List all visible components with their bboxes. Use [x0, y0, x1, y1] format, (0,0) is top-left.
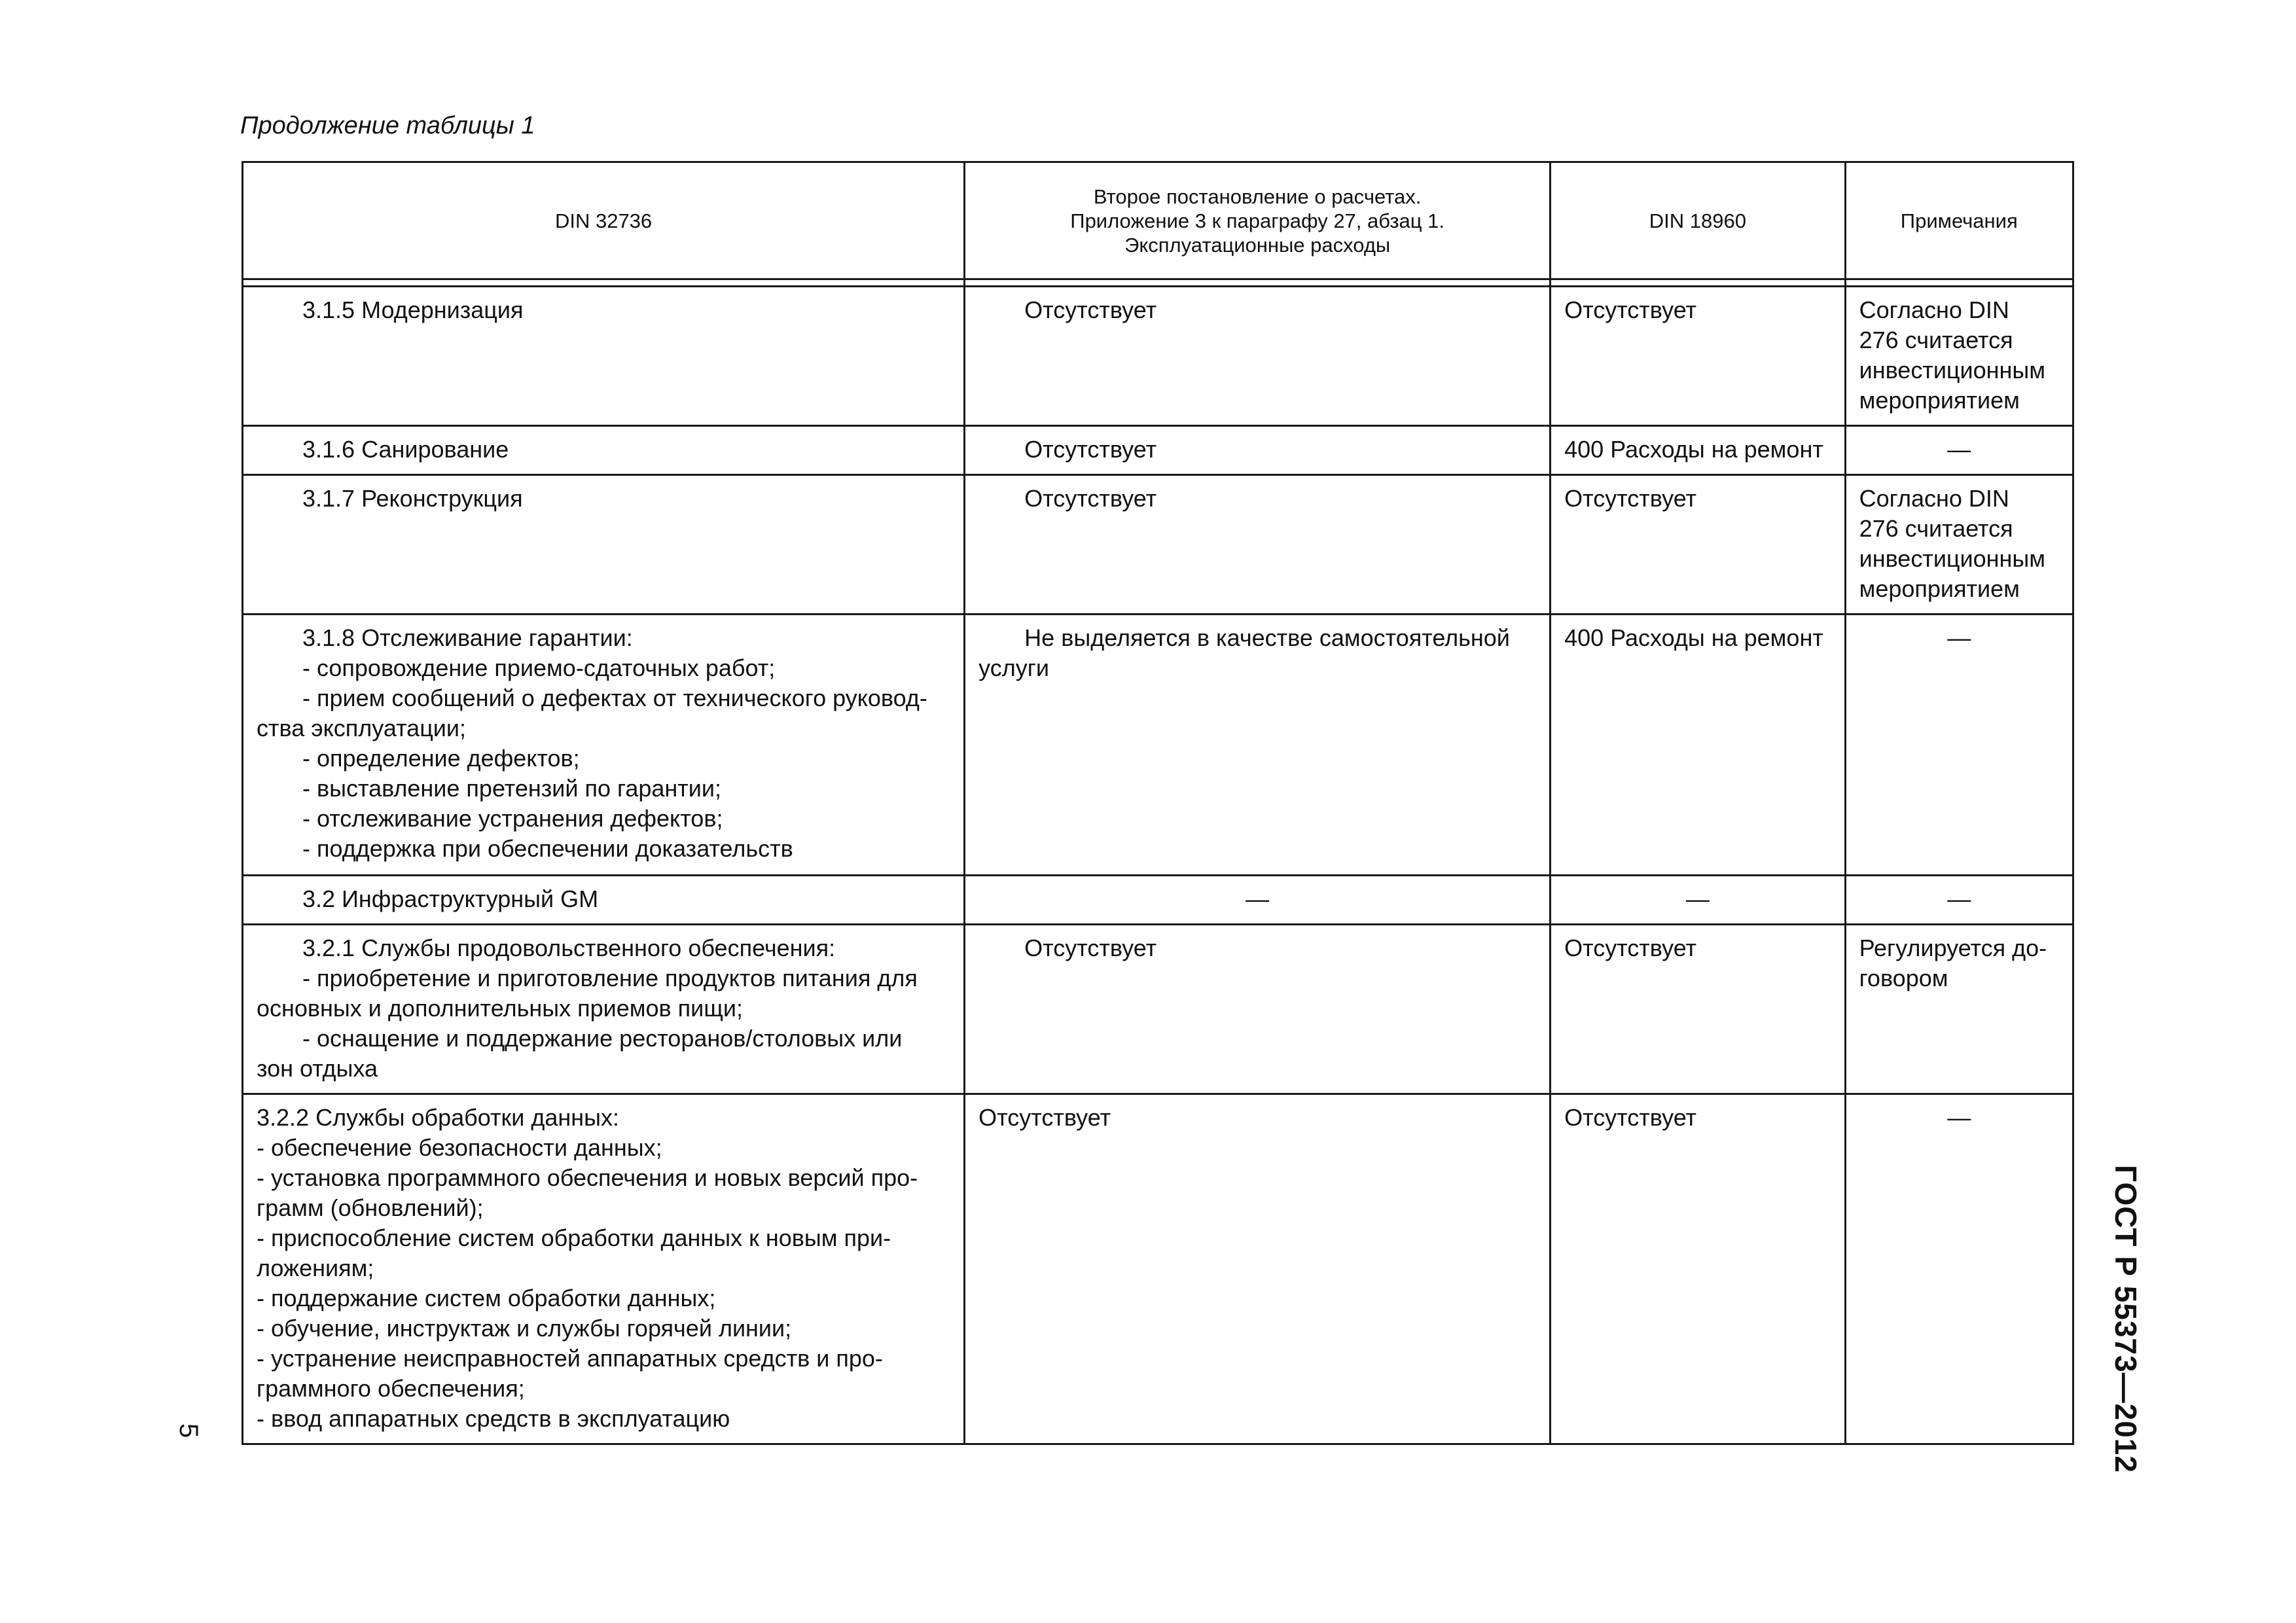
regulation-cell	[965, 426, 1551, 475]
note-line: мероприятием	[1859, 387, 2020, 414]
comparison-table-wrapper	[242, 161, 2074, 1445]
note-line: инвестиционным	[1859, 357, 2046, 383]
table-row	[243, 925, 2073, 1094]
table-row	[243, 475, 2073, 615]
table-row	[243, 1094, 2073, 1444]
table-header-row	[243, 162, 2073, 279]
note-line: Согласно DIN	[1859, 296, 2009, 323]
separator-cell	[243, 279, 965, 287]
row-item: - сопровождение приемо-сдаточных работ;	[302, 654, 776, 681]
row-item: грамм (обновлений);	[257, 1194, 484, 1221]
notes-cell	[1845, 287, 2073, 426]
row-item: зон отдыха	[257, 1055, 378, 1082]
din18960-cell: 400 Расходы на ремонт	[1551, 615, 1845, 876]
row-title-cell	[243, 615, 965, 876]
table-row	[243, 615, 2073, 876]
regulation-cell	[965, 475, 1551, 615]
row-title: 3.2.1 Службы продовольственного обеспечения:	[302, 935, 836, 961]
note-line: Регулируется до-	[1859, 935, 2047, 961]
note-line: 276 считается	[1859, 327, 2013, 353]
note-line: мероприятием	[1859, 575, 2020, 602]
row-title-cell	[243, 426, 965, 475]
header-line: Эксплуатационные расходы	[1124, 233, 1391, 257]
row-item: - поддержание систем обработки данных;	[257, 1285, 716, 1311]
row-item: - выставление претензий по гарантии;	[302, 775, 722, 802]
row-item: - устранение неисправностей аппаратных средств и про-	[257, 1345, 883, 1372]
row-item: - приспособление систем обработки данных к новым при-	[257, 1224, 891, 1251]
comparison-table	[242, 161, 2074, 1445]
row-title: 3.2 Инфраструктурный GM	[302, 885, 599, 912]
table-row	[243, 426, 2073, 475]
notes-cell: —	[1845, 876, 2073, 925]
regulation-cell	[965, 925, 1551, 1094]
regulation-value: услуги	[978, 654, 1050, 681]
row-item: - определение дефектов;	[302, 745, 580, 772]
note-line: 276 считается	[1859, 515, 2013, 542]
row-title: 3.2.2 Службы обработки данных:	[257, 1104, 620, 1131]
separator-cell	[1551, 279, 1845, 287]
table-row	[243, 876, 2073, 925]
row-title-cell	[243, 287, 965, 426]
separator-cell	[965, 279, 1551, 287]
row-item: - отслеживание устранения дефектов;	[302, 805, 723, 832]
row-item: граммного обеспечения;	[257, 1375, 525, 1402]
row-title: 3.1.8 Отслеживание гарантии:	[302, 624, 633, 651]
row-title: 3.1.6 Санирование	[302, 436, 509, 463]
header-separator	[243, 279, 2073, 287]
notes-cell: —	[1845, 426, 2073, 475]
regulation-value: Отсутствует	[1024, 296, 1157, 323]
table-caption: Продолжение таблицы 1	[240, 112, 535, 139]
note-line: говором	[1859, 965, 1948, 991]
din18960-cell: Отсутствует	[1551, 475, 1845, 615]
table-row	[243, 287, 2073, 426]
row-item: ложениям;	[257, 1255, 374, 1281]
header-line: Приложение 3 к параграфу 27, абзац 1.	[1070, 209, 1445, 232]
row-item: - приобретение и приготовление продуктов питания для	[302, 965, 918, 991]
row-item: ства эксплуатации;	[257, 715, 467, 741]
row-title: 3.1.7 Реконструкция	[302, 485, 523, 512]
row-item: - обеспечение безопасности данных;	[257, 1134, 662, 1161]
row-item: основных и дополнительных приемов пищи;	[257, 995, 743, 1022]
notes-cell: —	[1845, 1094, 2073, 1444]
header-din-32736: DIN 32736	[243, 162, 965, 279]
notes-cell	[1845, 925, 2073, 1094]
row-title: 3.1.5 Модернизация	[302, 296, 524, 323]
din18960-cell: Отсутствует	[1551, 925, 1845, 1094]
regulation-value: Отсутствует	[1024, 485, 1157, 512]
notes-cell: —	[1845, 615, 2073, 876]
header-notes: Примечания	[1845, 162, 2073, 279]
regulation-cell: —	[965, 876, 1551, 925]
row-title-cell	[243, 876, 965, 925]
notes-cell	[1845, 475, 2073, 615]
header-line: Второе постановление о расчетах.	[1093, 185, 1422, 208]
row-item: - оснащение и поддержание ресторанов/столовых или	[302, 1025, 903, 1052]
note-line: Согласно DIN	[1859, 485, 2009, 512]
din18960-cell: 400 Расходы на ремонт	[1551, 426, 1845, 475]
regulation-value: Отсутствует	[1024, 436, 1157, 463]
row-item: - обучение, инструктаж и службы горячей линии;	[257, 1315, 792, 1342]
row-item: - прием сообщений о дефектах от технического руковод-	[302, 685, 927, 711]
header-second-regulation	[965, 162, 1551, 279]
row-item: - поддержка при обеспечении доказательств	[302, 835, 793, 862]
regulation-cell	[965, 615, 1551, 876]
row-title-cell	[243, 1094, 965, 1444]
din18960-cell: —	[1551, 876, 1845, 925]
note-line: инвестиционным	[1859, 545, 2046, 572]
separator-cell	[1845, 279, 2073, 287]
standard-code: ГОСТ Р 55373—2012	[2109, 1165, 2143, 1473]
row-title-cell	[243, 925, 965, 1094]
regulation-cell	[965, 287, 1551, 426]
row-title-cell	[243, 475, 965, 615]
regulation-value: Не выделяется в качестве самостоятельной	[1024, 624, 1510, 651]
regulation-cell: Отсутствует	[965, 1094, 1551, 1444]
header-din-18960: DIN 18960	[1551, 162, 1845, 279]
page-number: 5	[174, 1423, 203, 1438]
regulation-value: Отсутствует	[1024, 935, 1157, 961]
din18960-cell: Отсутствует	[1551, 287, 1845, 426]
row-item: - установка программного обеспечения и новых версий про-	[257, 1164, 918, 1191]
din18960-cell: Отсутствует	[1551, 1094, 1845, 1444]
row-item: - ввод аппаратных средств в эксплуатацию	[257, 1405, 730, 1432]
